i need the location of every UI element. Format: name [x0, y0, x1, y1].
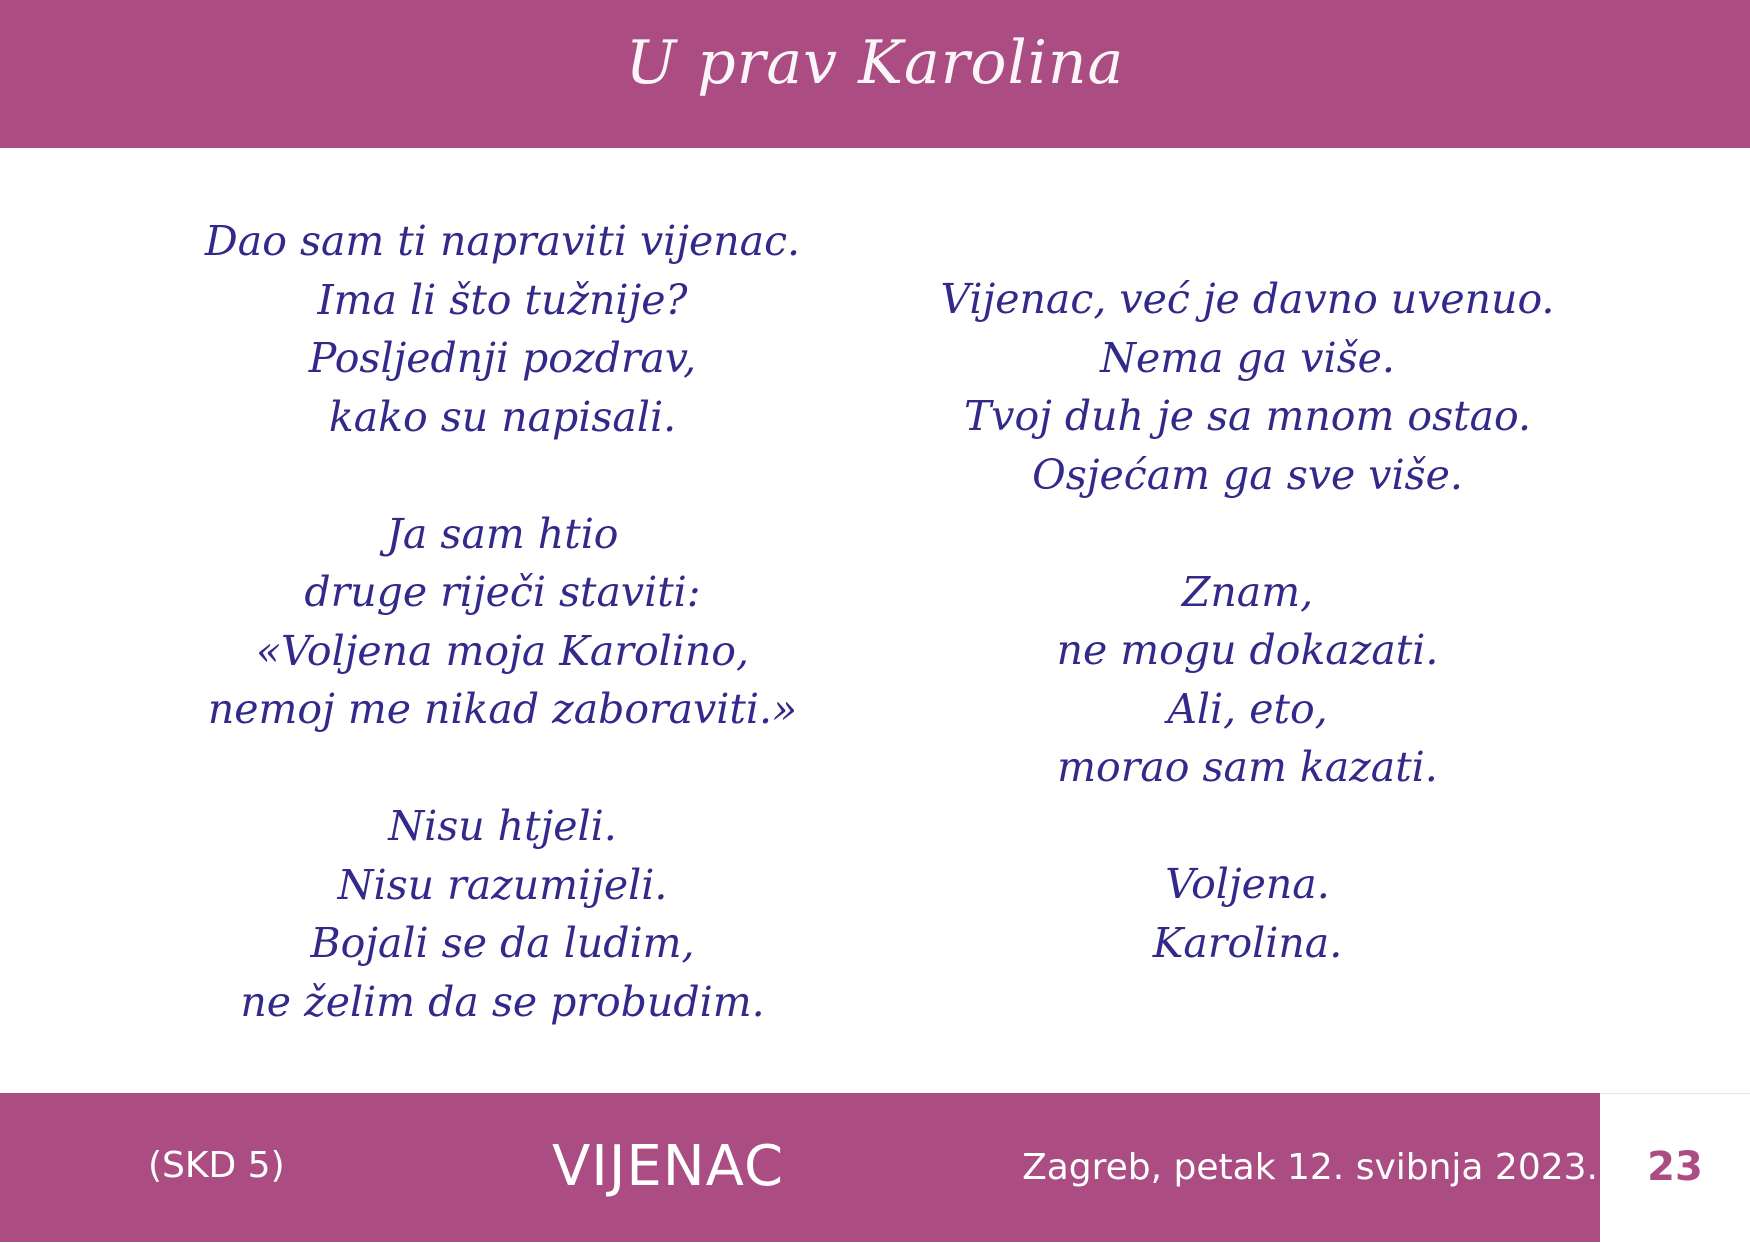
poem-line: nemoj me nikad zaboraviti.»: [207, 685, 798, 733]
poem-line: Znam,: [1181, 567, 1314, 616]
poem-line: Tvoj duh je sa mnom ostao.: [963, 392, 1532, 440]
poem-line: morao sam kazati.: [1057, 743, 1438, 791]
poem-line: Nisu razumijeli.: [337, 860, 668, 909]
poem-line: Osjećam ga sve više.: [1032, 450, 1463, 499]
issue-date: Zagreb, petak 12. svibnja 2023.: [1022, 1147, 1598, 1188]
poem-line: Posljednji pozdrav,: [308, 334, 697, 382]
handwritten-title: U prav Karolina: [625, 28, 1125, 98]
magazine-name: VIJENAC: [552, 1134, 785, 1199]
stanza: [130, 212, 875, 446]
poem-line: ne želim da se probudim.: [240, 977, 765, 1026]
poem-line: Ima li što tužnije?: [317, 275, 688, 324]
poem-line: Karolina.: [1152, 918, 1343, 967]
poem-line: «Voljena moja Karolino,: [255, 626, 750, 675]
poem-line: ne mogu dokazati.: [1056, 626, 1439, 674]
poem-line: Nema ga više.: [1100, 333, 1395, 382]
footer-band: [0, 1093, 1600, 1242]
poem-line: kako su napisali.: [328, 392, 677, 441]
footer-code: (SKD 5): [148, 1145, 285, 1186]
header-band: [0, 0, 1750, 148]
poem-line: Dao sam ti napraviti vijenac.: [204, 217, 801, 265]
stanza: [130, 505, 875, 739]
poem-left-column: [130, 212, 875, 1090]
stanza: [880, 270, 1615, 504]
poem-line: druge riječi staviti:: [304, 568, 701, 616]
stanza: [130, 797, 875, 1031]
poem-line: Bojali se da ludim,: [310, 919, 695, 967]
poem-line: Vijenac, već je davno uvenuo.: [940, 275, 1555, 323]
poem-line: Nisu htjeli.: [388, 802, 617, 850]
stanza: [880, 855, 1615, 972]
poem-right-column: [880, 270, 1615, 1031]
poem-line: Ali, eto,: [1167, 684, 1328, 733]
poem-line: Ja sam htio: [386, 509, 619, 558]
page-number: 23: [1647, 1144, 1703, 1190]
page-number-box: [1600, 1093, 1750, 1243]
stanza: [880, 563, 1615, 797]
poem-line: Voljena.: [1165, 860, 1330, 908]
